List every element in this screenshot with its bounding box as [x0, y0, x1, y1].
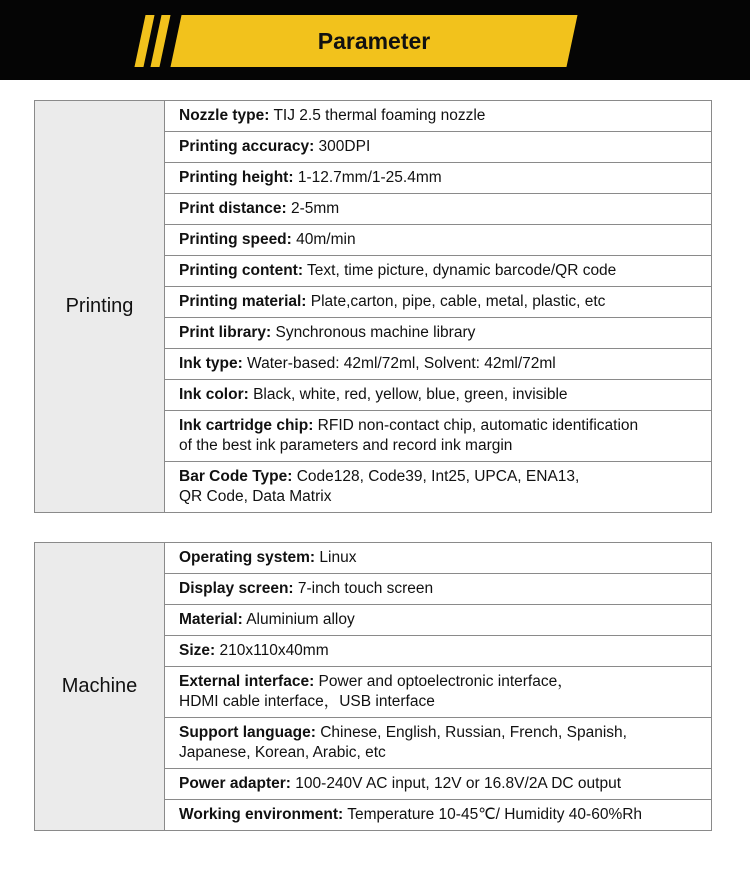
spec-label: Working environment: — [179, 806, 344, 823]
spec-cell — [165, 411, 712, 462]
spec-label: Printing height: — [179, 169, 294, 186]
spec-value-continued: Japanese, Korean, Arabic, etc — [179, 744, 386, 761]
spec-value: 40m/min — [291, 231, 356, 248]
spec-cell — [165, 163, 712, 194]
spec-value: 100-240V AC input, 12V or 16.8V/2A DC output — [290, 775, 622, 792]
spec-label: Bar Code Type: — [179, 468, 293, 485]
spec-label: Printing accuracy: — [179, 138, 315, 155]
spec-value-continued: of the best ink parameters and record ink margin — [179, 437, 513, 454]
spec-cell — [165, 718, 712, 769]
spec-value: 300DPI — [314, 138, 371, 155]
spec-label: External interface: — [179, 673, 315, 690]
spec-cell — [165, 225, 712, 256]
spec-value: Synchronous machine library — [271, 324, 476, 341]
spec-cell — [165, 349, 712, 380]
spec-label: Ink color: — [179, 386, 249, 403]
spec-value: 1-12.7mm/1-25.4mm — [293, 169, 442, 186]
spec-row — [35, 543, 712, 574]
spec-value: Temperature 10-45℃/ Humidity 40-60%Rh — [343, 806, 643, 823]
spec-value: Text, time picture, dynamic barcode/QR code — [303, 262, 617, 279]
spec-cell — [165, 318, 712, 349]
spec-value: 2-5mm — [286, 200, 340, 217]
spec-row — [35, 101, 712, 132]
spec-value: Code128, Code39, Int25, UPCA, ENA13, — [292, 468, 580, 485]
spec-cell — [165, 605, 712, 636]
spec-cell — [165, 543, 712, 574]
spec-label: Size: — [179, 642, 216, 659]
spec-value: Chinese, English, Russian, French, Spanish, — [315, 724, 627, 741]
spec-label: Ink cartridge chip: — [179, 417, 314, 434]
spec-label: Material: — [179, 611, 243, 628]
spec-value: Plate,carton, pipe, cable, metal, plastic, etc — [306, 293, 606, 310]
spec-label: Operating system: — [179, 549, 316, 566]
spec-cell — [165, 132, 712, 163]
spec-cell — [165, 769, 712, 800]
spec-cell — [165, 636, 712, 667]
spec-label: Printing content: — [179, 262, 303, 279]
spec-value: Power and optoelectronic interface， — [314, 673, 573, 690]
spec-label: Printing material: — [179, 293, 307, 310]
machine-spec-table — [34, 542, 712, 831]
spec-cell — [165, 800, 712, 831]
spec-value: Black, white, red, yellow, blue, green, invisible — [248, 386, 568, 403]
spec-value: 7-inch touch screen — [293, 580, 434, 597]
spec-value: Aluminium alloy — [242, 611, 355, 628]
spec-cell — [165, 574, 712, 605]
spec-cell — [165, 256, 712, 287]
page-title: Parameter — [317, 28, 431, 54]
spec-label: Print library: — [179, 324, 272, 341]
spec-value: TIJ 2.5 thermal foaming nozzle — [269, 107, 486, 124]
spec-label: Support language: — [179, 724, 316, 741]
spec-label: Ink type: — [179, 355, 243, 372]
spec-cell — [165, 667, 712, 718]
spec-cell — [165, 287, 712, 318]
spec-cell — [165, 194, 712, 225]
category-printing: Printing — [35, 101, 165, 513]
spec-value: 210x110x40mm — [215, 642, 329, 659]
accent-stripe — [150, 15, 170, 67]
printing-spec-table — [34, 100, 712, 513]
spec-value: Water-based: 42ml/72ml, Solvent: 42ml/72ml — [242, 355, 556, 372]
spec-label: Printing speed: — [179, 231, 292, 248]
spec-value: RFID non-contact chip, automatic identification — [313, 417, 639, 434]
spec-value-continued: HDMI cable interface，USB interface — [179, 693, 435, 710]
spec-value: Linux — [315, 549, 357, 566]
spec-label: Print distance: — [179, 200, 287, 217]
header-bar — [0, 0, 750, 80]
spec-cell — [165, 462, 712, 513]
spec-label: Power adapter: — [179, 775, 291, 792]
spec-label: Nozzle type: — [179, 107, 270, 124]
spec-label: Display screen: — [179, 580, 294, 597]
category-machine: Machine — [35, 543, 165, 831]
spec-value-continued: QR Code, Data Matrix — [179, 488, 332, 505]
spec-cell — [165, 101, 712, 132]
spec-cell — [165, 380, 712, 411]
